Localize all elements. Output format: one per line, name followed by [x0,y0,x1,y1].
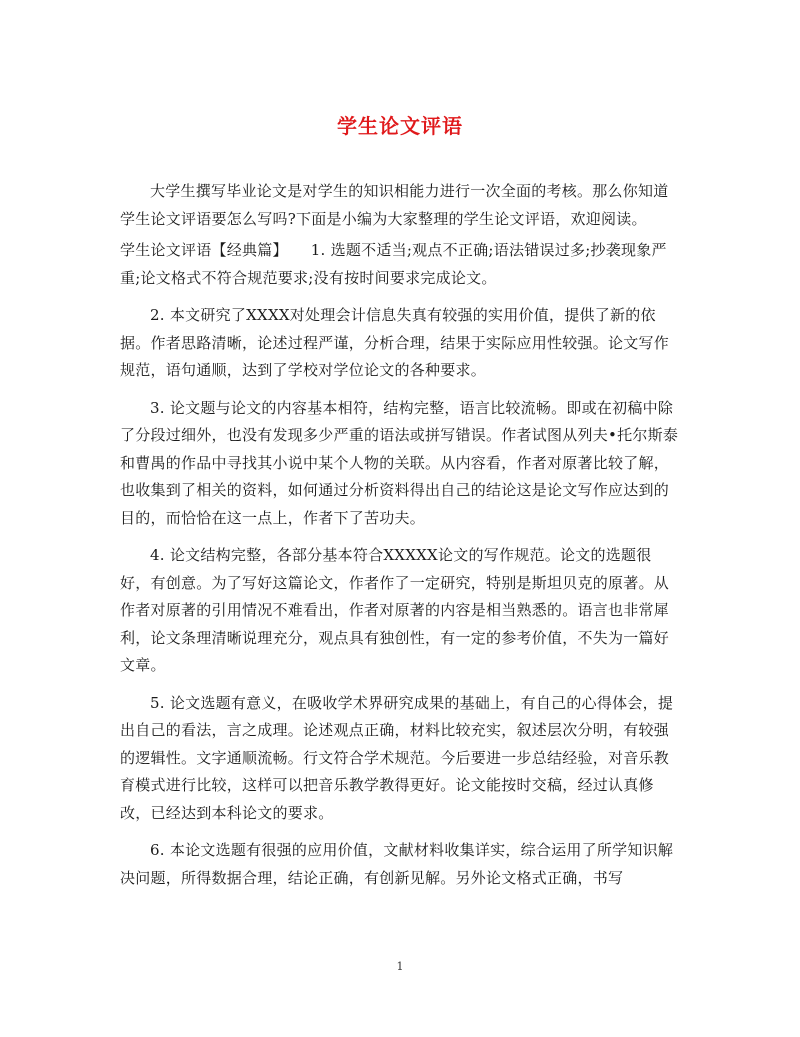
intro-paragraph: 大学生撰写毕业论文是对学生的知识相能力进行一次全面的考核。那么你知道学生论文评语要怎么写吗?下面是小编为大家整理的学生论文评语，欢迎阅读。 [120,182,669,228]
paragraph-comment-3: 3. 论文题与论文的内容基本相符，结构完整，语言比较流畅。即或在初稿中除了分段过细外，也没有发现多少严重的语法或拼写错误。作者试图从列夫•托尔斯泰和曹禺的作品中寻找其小说中某个人物的关联。从内容看，作者对原著比较了解，也收集到了相关的资料，如何通过分析资料得出自己的结论这是论文写作应达到的目的，而恰恰在这一点上，作者下了苦功夫。 [120,398,679,527]
page-number: 1 [396,960,404,973]
paragraph-classic-comment-1: 学生论文评语【经典篇】 1. 选题不适当;观点不正确;语法错误过多;抄袭现象严重;论文格式不符合规范要求;没有按时间要求完成论文。 [120,241,667,287]
paragraph-comment-5: 5. 论文选题有意义，在吸收学术界研究成果的基础上，有自己的心得体会，提出自己的看法，言之成理。论述观点正确，材料比较充实，叙述层次分明，有较强的逻辑性。文字通顺流畅。行文符合学术规范。今后要进一步总结经验，对音乐教育模式进行比较，这样可以把音乐教学教得更好。论文能按时交稿，经过认真修改，已经达到本科论文的要求。 [120,693,674,822]
document-body [120,178,680,902]
paragraph-comment-2: 2. 本文研究了XXXX对处理会计信息失真有较强的实用价值，提供了新的依据。作者思路清晰，论述过程严谨，分析合理，结果于实际应用性较强。论文写作规范，语句通顺，达到了学校对学位论文的各种要求。 [120,306,670,379]
document-title: 学生论文评语 [337,114,463,138]
paragraph-comment-6: 6. 本论文选题有很强的应用价值，文献材料收集详实，综合运用了所学知识解决问题，所得数据合理，结论正确，有创新见解。另外论文格式正确，书写 [120,841,674,887]
paragraph-comment-4: 4. 论文结构完整，各部分基本符合XXXXX论文的写作规范。论文的选题很好，有创意。为了写好这篇论文，作者作了一定研究，特别是斯坦贝克的原著。从作者对原著的引用情况不难看出，作者对原著的内容是相当熟悉的。语言也非常犀利，论文条理清晰说理充分，观点具有独创性，有一定的参考价值，不失为一篇好文章。 [120,546,670,674]
